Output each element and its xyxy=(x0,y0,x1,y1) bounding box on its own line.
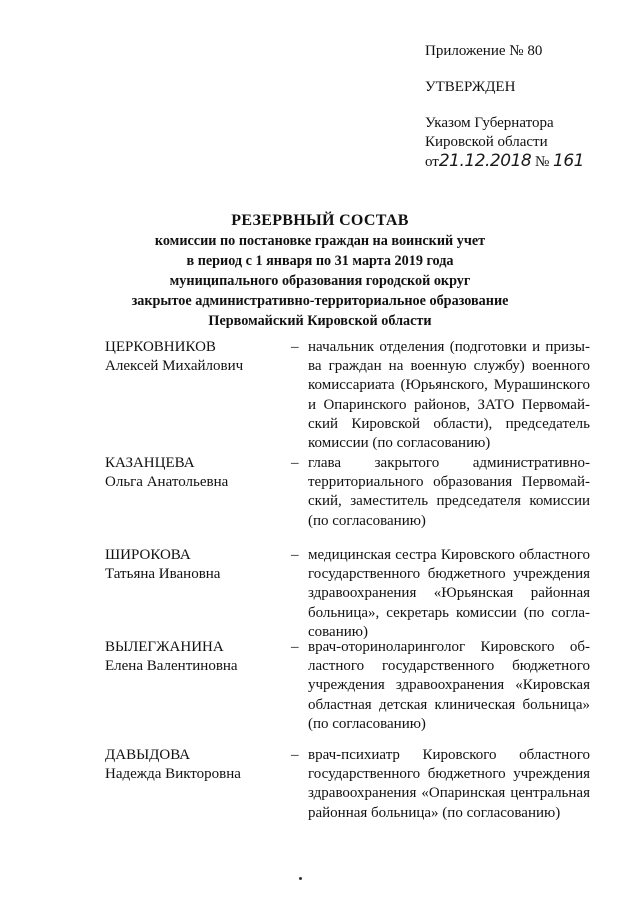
member-role: врач-психиатр Кировского областного государственного бюджетного учреждения здравоохранения «Опаринская центральная районная больница» (по согласованию) xyxy=(308,747,590,821)
number-sign: № xyxy=(534,154,550,170)
document-title: РЕЗЕРВНЫЙ СОСТАВ xyxy=(231,212,409,229)
member-surname: ШИРОКОВА xyxy=(105,547,191,563)
member-dash: – xyxy=(291,339,299,355)
member-entry xyxy=(105,338,590,454)
member-name xyxy=(105,638,275,676)
scan-speck xyxy=(299,877,302,880)
decree-line-2: Кировской области xyxy=(425,134,548,150)
member-entry xyxy=(105,454,590,546)
member-name xyxy=(105,454,275,492)
member-given-names: Надежда Викторовна xyxy=(105,766,241,783)
heading-line-1: комиссии по постановке граждан на воинский учет xyxy=(154,233,486,249)
member-given-names: Алексей Михайлович xyxy=(105,358,244,375)
member-entry xyxy=(105,546,590,638)
heading-line-4: закрытое административно-территориальное образование xyxy=(131,293,509,309)
decree-line-1: Указом Губернатора xyxy=(425,115,554,131)
approval-stamp-text: УТВЕРЖДЕН xyxy=(425,79,516,95)
member-surname: КАЗАНЦЕВА xyxy=(105,455,195,471)
member-surname: ЦЕРКОВНИКОВ xyxy=(105,339,216,355)
member-entry xyxy=(105,746,590,826)
members-list xyxy=(105,338,590,826)
member-given-names: Ольга Анатольевна xyxy=(105,474,229,491)
member-surname: ДАВЫДОВА xyxy=(105,747,191,763)
member-role: медицинская сестра Кировского областного государственного бюджетного учреждения здравоохранения «Юрьянская районная больница», секретарь комиссии (по согласованию) xyxy=(308,547,590,640)
appendix-number: Приложение № 80 xyxy=(425,43,543,59)
member-surname: ВЫЛЕГЖАНИНА xyxy=(105,639,224,655)
member-role: врач-оториноларинголог Кировского областного государственного бюджетного учреждения здравоохранения «Кировская областная детская клиническая больница» (по согласованию) xyxy=(308,639,590,732)
heading-line-2: в период с 1 января по 31 марта 2019 года xyxy=(186,253,454,269)
member-given-names: Елена Валентиновна xyxy=(105,658,238,675)
approval-block xyxy=(425,42,584,172)
member-entry xyxy=(105,638,590,746)
member-dash: – xyxy=(291,639,299,655)
decree-date-line xyxy=(425,152,584,172)
member-dash: – xyxy=(291,547,299,563)
member-role: начальник отделения (подготовки и призыва граждан на военную службу) военного комиссариата (Юрьянского, Мурашинского и Опаринского районов, ЗАТО Первомайский Кировской области), председатель комиссии (по согласованию) xyxy=(308,339,590,452)
member-name xyxy=(105,546,275,584)
member-given-names: Татьяна Ивановна xyxy=(105,566,221,583)
member-name xyxy=(105,746,275,784)
handwritten-date: 21.12.2018 xyxy=(438,151,532,171)
member-dash: – xyxy=(291,747,299,763)
date-prefix: от xyxy=(425,154,439,170)
member-name xyxy=(105,338,275,376)
heading-line-5: Первомайский Кировской области xyxy=(208,313,432,329)
handwritten-number: 161 xyxy=(553,151,584,171)
heading-line-3: муниципального образования городской округ xyxy=(169,273,471,289)
member-dash: – xyxy=(291,455,299,471)
member-role: глава закрытого административно-территориального образования Первомайский, заместитель председателя комиссии (по согласованию) xyxy=(308,455,590,529)
document-heading xyxy=(120,210,520,331)
